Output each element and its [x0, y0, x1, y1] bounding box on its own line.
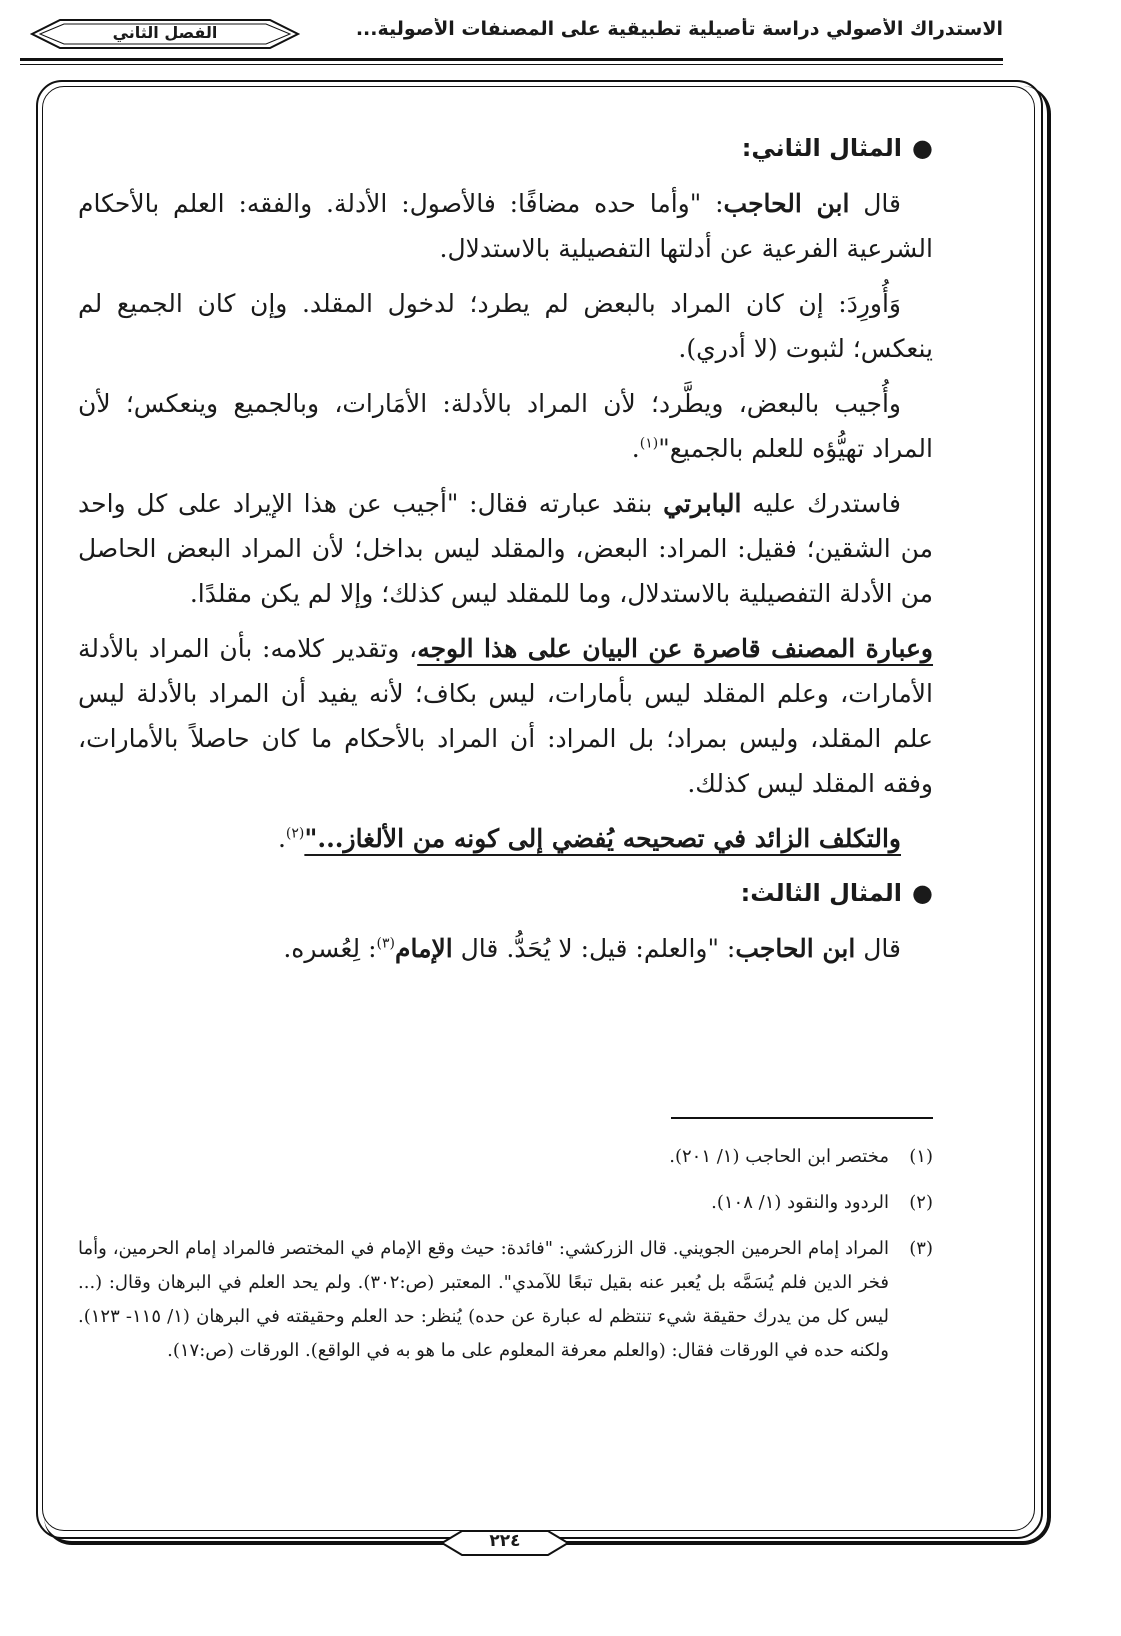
p7-text-b: : "والعلم: قيل: لا يُحَدُّ. قال: [452, 934, 736, 963]
critic-name: البابرتي: [663, 489, 742, 518]
p4-text-b: بنقد عبارته فقال: "أجيب عن هذا الإيراد على كل واحد من الشقين؛ فقيل: المراد: البعض، والمقلد ليس بداخل؛ لأن المراد البعض الحاصل من الأدلة التفصيلية بالاستدلال، وما للمقلد ليس كذلك؛ وإلا لم يكن مقلدًا.: [78, 489, 933, 608]
page-number-badge: [440, 1528, 570, 1558]
chapter-badge: [30, 16, 300, 52]
footnote-text: المراد إمام الحرمين الجويني. قال الزركشي: "فائدة: حيث وقع الإمام في المختصر فالمراد إمام الحرمين، وأما فخر الدين فلم يُسَمَّه بل يُعبر عنه بقيل تبعًا للآمدي". المعتبر (ص:٣٠٢). ولم يحد العلم في البرهان وقال: (... ليس كل من يدرك حقيقة شيء تنتظم له عبارة عن حده) يُنظر: حد العلم وحقيقته في البرهان (١/ ١١٥- ١٢٣). ولكنه حده في الورقات فقال: (والعلم معرفة المعلوم على ما هو به في الواقع). الورقات (ص:١٧).: [78, 1238, 890, 1361]
footnote-number: (١): [909, 1146, 933, 1167]
example-3-heading-text: المثال الثالث:: [740, 879, 903, 907]
footnote-number: (٣): [909, 1238, 933, 1259]
p3-end: .: [631, 434, 640, 463]
paragraph-7: [78, 926, 933, 971]
example-2-heading: [78, 126, 933, 171]
paragraph-1: [78, 181, 933, 271]
footnote-text: الردود والنقود (١/ ١٠٨).: [711, 1192, 889, 1213]
p5-text: ، وتقدير كلامه: بأن المراد بالأدلة الأمارات، وعلم المقلد ليس بأمارات، ليس بكاف؛ لأنه يفيد أن المراد بالأدلة ليس علم المقلد، وليس بمراد؛ بل المراد: أن المراد بالأحكام ما كان حاصلاً بالأمارات، وفقه المقلد ليس كذلك.: [78, 634, 933, 798]
example-3-heading: [78, 871, 933, 916]
paragraph-6: [78, 816, 933, 861]
footnote-ref-3: (٣): [376, 935, 395, 952]
footnote-ref-1: (١): [639, 435, 659, 452]
main-text: [78, 120, 933, 981]
p7-text-c: : لِعُسره.: [283, 934, 377, 963]
footnotes: [78, 1140, 933, 1380]
page-number: ٢٢٤: [489, 1531, 521, 1551]
footnote-2: [78, 1186, 933, 1220]
p7-text-a: قال: [855, 934, 901, 963]
author-name: ابن الحاجب: [723, 189, 850, 218]
p1-text-b: : "وأما حده مضافًا: فالأصول: الأدلة. والفقه: العلم بالأحكام الشرعية الفرعية عن أدلتها التفصيلية بالاستدلال.: [78, 189, 933, 263]
paragraph-5: [78, 626, 933, 806]
footnote-text: مختصر ابن الحاجب (١/ ٢٠١).: [669, 1146, 889, 1167]
example-2-heading-text: المثال الثاني:: [741, 134, 903, 162]
book-title: الاستدراك الأصولي دراسة تأصيلية تطبيقية على المصنفات الأصولية...: [355, 18, 1003, 40]
bullet-icon: ●: [912, 134, 933, 162]
p6-underlined: والتكلف الزائد في تصحيحه يُفضي إلى كونه من الألغاز...": [304, 824, 901, 853]
imam-name: الإمام: [394, 934, 453, 963]
paragraph-4: [78, 481, 933, 616]
author-name-2: ابن الحاجب: [735, 934, 856, 963]
footnote-ref-2: (٢): [285, 825, 305, 842]
p1-text-a: قال: [849, 189, 901, 218]
chapter-label: الفصل الثاني: [112, 23, 218, 42]
bullet-icon: ●: [912, 879, 933, 907]
p5-underlined: وعبارة المصنف قاصرة عن البيان على هذا الوجه: [417, 634, 934, 663]
footnote-3: [78, 1232, 933, 1368]
header-rule-thin: [20, 64, 1003, 65]
paragraph-2: وَأُورِدَ: إن كان المراد بالبعض لم يطرد؛ لدخول المقلد. وإن كان الجميع لم ينعكس؛ لثبوت (لا أدري).: [78, 289, 933, 363]
header-rule: [20, 58, 1003, 61]
p3-text: وأُجيب بالبعض، ويطَّرد؛ لأن المراد بالأدلة: الأمَارات، وبالجميع وينعكس؛ لأن المراد تهيُّؤه للعلم بالجميع": [78, 389, 933, 463]
p4-text-a: فاستدرك عليه: [741, 489, 901, 518]
footnote-number: (٢): [909, 1192, 933, 1213]
paragraph-3: [78, 381, 933, 471]
footnote-1: [78, 1140, 933, 1174]
p6-end: .: [277, 824, 286, 853]
